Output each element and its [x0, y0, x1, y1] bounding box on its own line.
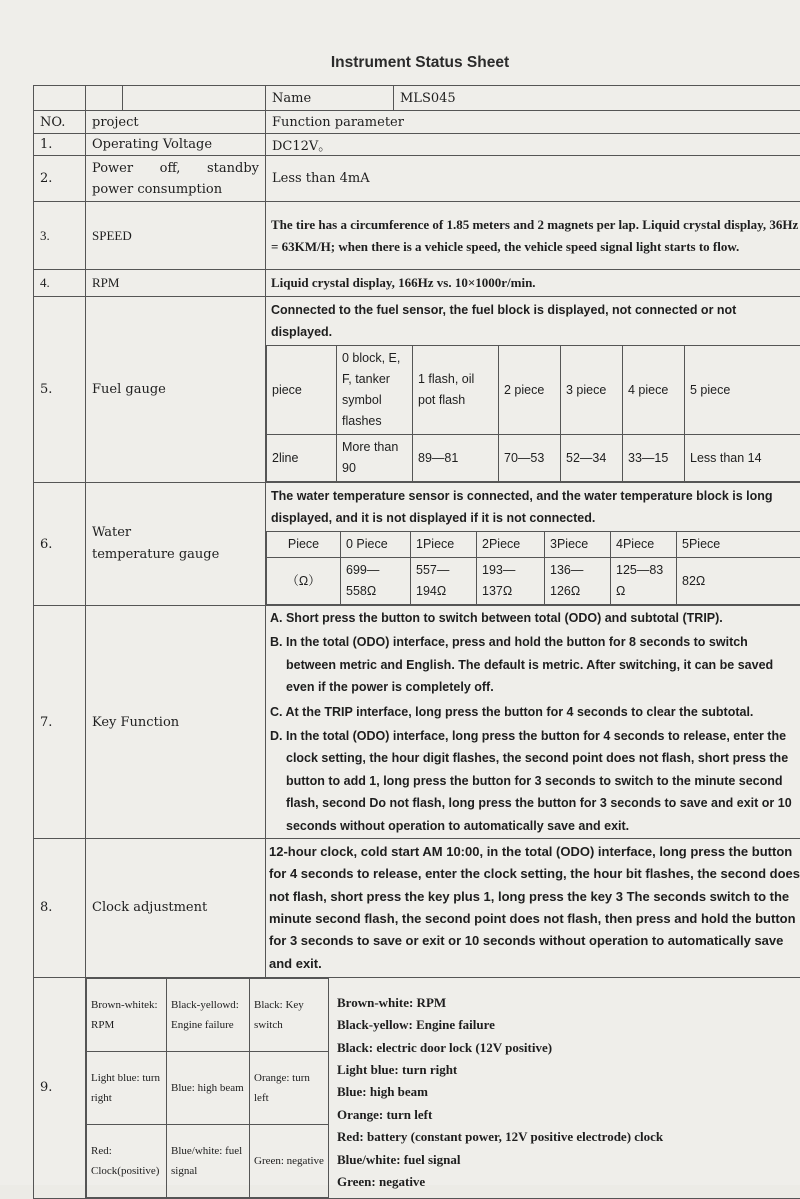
row-project: SPEED — [86, 202, 266, 270]
wire-cell: Blue: high beam — [167, 1051, 250, 1124]
table-cell: 0 block, E, F, tanker symbol flashes — [337, 346, 413, 435]
table-cell: 1Piece — [411, 532, 477, 558]
table-cell: 2 piece — [499, 346, 561, 435]
row-no: 7. — [34, 606, 86, 839]
legend-item: Black: electric door lock (12V positive) — [337, 1037, 663, 1059]
status-table — [33, 85, 800, 1199]
row-no: 5. — [34, 297, 86, 483]
table-cell: 0 Piece — [341, 532, 411, 558]
legend-item: Red: battery (constant power, 12V positive electrode) clock — [337, 1126, 663, 1148]
table-cell: 3Piece — [545, 532, 611, 558]
row-project — [86, 483, 266, 606]
table-cell: 4Piece — [611, 532, 677, 558]
table-cell: 4 piece — [623, 346, 685, 435]
legend-item: Brown-white: RPM — [337, 992, 663, 1014]
legend-item: Green: negative — [337, 1171, 663, 1193]
key-item: A. Short press the button to switch between total (ODO) and subtotal (TRIP). — [266, 606, 800, 630]
fuel-level-table — [266, 345, 800, 482]
row-no: 3. — [34, 202, 86, 270]
legend-item: Light blue: turn right — [337, 1059, 663, 1081]
table-cell: 5Piece — [677, 532, 800, 558]
table-cell: （Ω） — [267, 558, 341, 605]
table-cell: 699— 558Ω — [341, 558, 411, 605]
row-value: The tire has a circumference of 1.85 meters and 2 magnets per lap. Liquid crystal display, 36Hz = 63KM/H; when there is a vehicle speed, the vehicle speed signal light starts to flow. — [266, 202, 800, 270]
col-function: Function parameter — [266, 111, 800, 134]
legend-item: Black-yellow: Engine failure — [337, 1014, 663, 1036]
wire-cell: Orange: turn left — [250, 1051, 329, 1124]
table-cell: 3 piece — [561, 346, 623, 435]
table-cell: 33—15 — [623, 435, 685, 482]
table-cell: 5 piece — [685, 346, 800, 435]
wire-legend — [329, 978, 663, 1198]
wire-cell: Black-yellowd: Engine failure — [167, 978, 250, 1051]
wire-cell: Black: Key switch — [250, 978, 329, 1051]
row-value: DC12V。 — [266, 134, 800, 156]
table-cell: 125—83 Ω — [611, 558, 677, 605]
table-cell: 2Piece — [477, 532, 545, 558]
row-no: 8. — [34, 839, 86, 978]
row-project: RPM — [86, 270, 266, 297]
row-project — [86, 156, 266, 202]
row-no: 2. — [34, 156, 86, 202]
name-value: MLS045 — [394, 86, 800, 111]
table-row — [267, 346, 800, 435]
row-value: Liquid crystal display, 166Hz vs. 10×1000r/min. — [266, 270, 800, 297]
table-row — [267, 558, 800, 605]
row-project: Key Function — [86, 606, 266, 839]
row-no: 1. — [34, 134, 86, 156]
table-cell: piece — [267, 346, 337, 435]
table-cell: 557— 194Ω — [411, 558, 477, 605]
table-row — [267, 532, 800, 558]
table-cell: 1 flash, oil pot flash — [413, 346, 499, 435]
table-cell: 89—81 — [413, 435, 499, 482]
table-row — [87, 1051, 329, 1124]
row-value: Less than 4mA — [266, 156, 800, 202]
row-project-line: Water — [92, 522, 265, 544]
key-item: D. In the total (ODO) interface, long press the button for 4 seconds to release, enter the clock setting, the hour digit flashes, the second point does not flash, short press the button to add 1, long press the button for 3 seconds to switch to the minute second flash, second Do not flash, long press the button for 3 seconds to save and exit or 10 seconds without operation to automatically save and exit. — [266, 724, 800, 838]
wire-cell: Brown-whitek: RPM — [87, 978, 167, 1051]
wiring-section — [86, 978, 800, 1198]
water-temp-table — [266, 531, 800, 605]
row-project: Fuel gauge — [86, 297, 266, 483]
row-no: 6. — [34, 483, 86, 606]
table-row — [87, 1124, 329, 1197]
table-cell: Piece — [267, 532, 341, 558]
table-cell: 70—53 — [499, 435, 561, 482]
row-project-line: Power off, standby — [92, 158, 265, 179]
table-cell: 52—34 — [561, 435, 623, 482]
wiring-grid — [86, 978, 329, 1198]
row-no: 4. — [34, 270, 86, 297]
legend-item: Blue: high beam — [337, 1081, 663, 1103]
table-row — [87, 978, 329, 1051]
row-project-line: power consumption — [92, 179, 265, 200]
legend-item: Orange: turn left — [337, 1104, 663, 1126]
table-cell: 2line — [267, 435, 337, 482]
row-project-line: temperature gauge — [92, 544, 265, 566]
table-cell: More than 90 — [337, 435, 413, 482]
row-project: Clock adjustment — [86, 839, 266, 978]
clock-description: 12-hour clock, cold start AM 10:00, in the total (ODO) interface, long press the button for 4 seconds to release, enter the clock setting, the hour bit flashes, the second does not flash, short press the key plus 1, long press the key 3 The seconds switch to the minute second flash, the second point does not flash, then press and hold the button for 3 seconds to save or exit or 10 seconds without operation to automatically save and exit. — [266, 839, 800, 978]
table-cell: Less than 14 — [685, 435, 800, 482]
name-label: Name — [266, 86, 394, 111]
table-row — [267, 435, 800, 482]
legend-item: Blue/white: fuel signal — [337, 1149, 663, 1171]
wire-cell: Blue/white: fuel signal — [167, 1124, 250, 1197]
wire-cell: Green: negative — [250, 1124, 329, 1197]
col-no: NO. — [34, 111, 86, 134]
row-project: Operating Voltage — [86, 134, 266, 156]
fuel-description: Connected to the fuel sensor, the fuel block is displayed, not connected or not displayed. — [266, 297, 800, 345]
wire-cell: Red: Clock(positive) — [87, 1124, 167, 1197]
col-project: project — [86, 111, 266, 134]
table-cell: 136— 126Ω — [545, 558, 611, 605]
key-item: C. At the TRIP interface, long press the button for 4 seconds to clear the subtotal. — [266, 700, 800, 724]
wire-cell: Light blue: turn right — [87, 1051, 167, 1124]
row-no: 9. — [34, 977, 86, 1198]
water-description: The water temperature sensor is connected, and the water temperature block is long displayed, and it is not displayed if it is not connected. — [266, 483, 800, 531]
key-item: B. In the total (ODO) interface, press and hold the button for 8 seconds to switch between metric and English. The default is metric. After switching, it can be saved even if the power is completely off. — [266, 630, 800, 699]
sheet-title: Instrument Status Sheet — [0, 54, 800, 72]
table-cell: 193— 137Ω — [477, 558, 545, 605]
table-cell: 82Ω — [677, 558, 800, 605]
